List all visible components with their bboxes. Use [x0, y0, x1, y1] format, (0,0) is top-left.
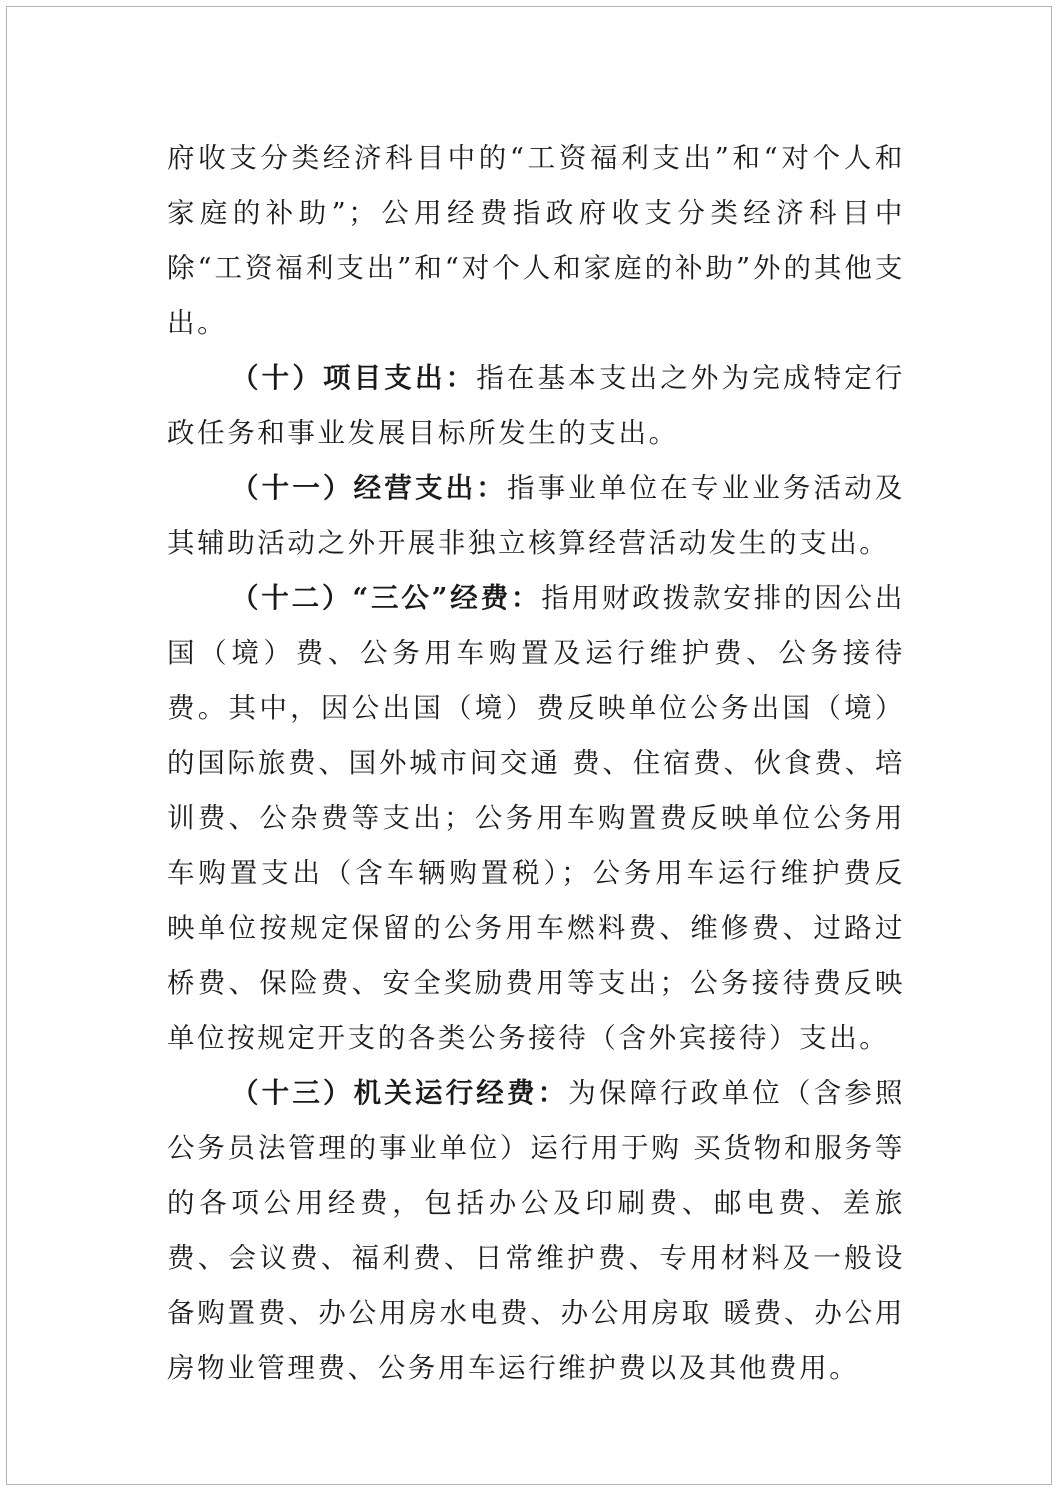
term-heading: （十）项目支出： — [231, 362, 477, 394]
paragraph-text: 指用财政拨款安排的因公出国（境）费、公务用车购置及运行维护费、公务接待费。其中，因公出国（境）费反映单位公务出国（境）的国际旅费、国外城市间交通 费、住宿费、伙食费、培训费、公杂费等支出；公务用车购置费反映单位公务用车购置支出（含车辆购置税）；公务用车运行维护费反映单位按规定保留的公务用车燃料费、维修费、过路过桥费、保险费、安全奖励费用等支出；公务接待费反映单位按规定开支的各类公务接待（含外宾接待）支出。 — [167, 582, 905, 1054]
paragraph-text: 为保障行政单位（含参照公务员法管理的事业单位）运行用于购 买货物和服务等的各项公用经费，包括办公及印刷费、邮电费、差旅费、会议费、福利费、日常维护费、专用材料及一般设备购置费、办公用房水电费、办公用房取 暖费、办公用房物业管理费、公务用车运行维护费以及其他费用。 — [167, 1077, 905, 1384]
paragraph-agency-operating-funds — [167, 1066, 905, 1396]
paragraph-text: 指事业单位在专业业务活动及其辅助活动之外开展非独立核算经营活动发生的支出。 — [167, 472, 905, 559]
paragraph-project-expenditure — [167, 351, 905, 461]
paragraph-continuation — [167, 131, 905, 351]
paragraph-three-public-expenses — [167, 571, 905, 1066]
term-heading: （十二）“三公”经费： — [231, 582, 542, 614]
term-heading: （十一）经营支出： — [231, 472, 507, 504]
term-heading: （十三）机关运行经费： — [231, 1077, 569, 1109]
paragraph-operating-expenditure — [167, 461, 905, 571]
document-body — [167, 131, 905, 1396]
paragraph-text: 府收支分类经济科目中的“工资福利支出”和“对个人和家庭的补助”；公用经费指政府收支分类经济科目中除“工资福利支出”和“对个人和家庭的补助”外的其他支出。 — [167, 142, 905, 339]
paragraph-text: 指在基本支出之外为完成特定行政任务和事业发展目标所发生的支出。 — [167, 362, 905, 449]
